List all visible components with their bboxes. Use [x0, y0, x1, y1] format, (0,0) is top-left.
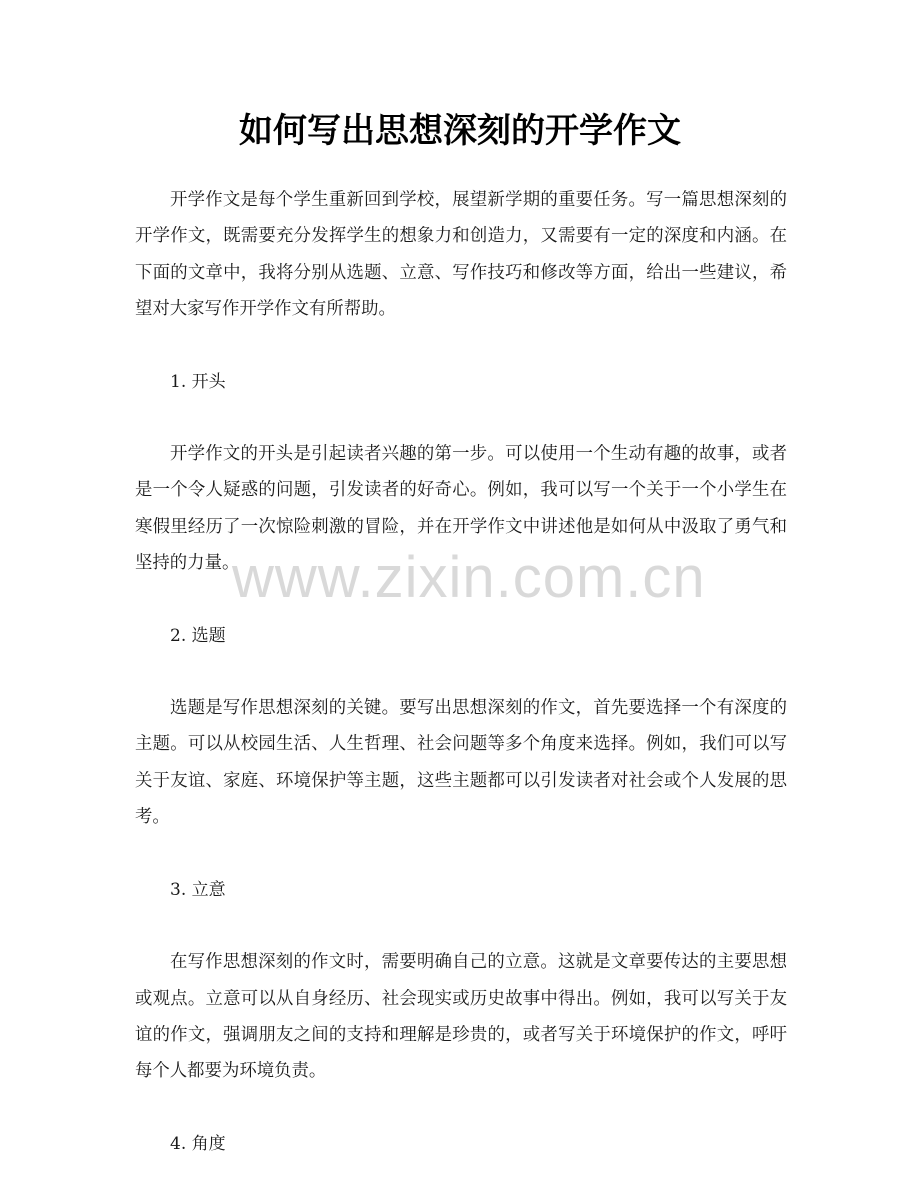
document-body — [135, 182, 787, 1162]
section-heading-theme: 3. 立意 — [170, 879, 226, 900]
section-heading-topic: 2. 选题 — [170, 625, 226, 646]
spacer — [135, 836, 787, 872]
section-heading-opening: 1. 开头 — [170, 371, 226, 392]
spacer — [135, 400, 787, 436]
watermark: www.zixin.com.cn — [232, 545, 706, 610]
section-heading-angle: 4. 角度 — [170, 1133, 226, 1154]
intro-paragraph: 开学作文是每个学生重新回到学校，展望新学期的重要任务。写一篇思想深刻的开学作文，既需要充分发挥学生的想象力和创造力，又需要有一定的深度和内涵。在下面的文章中，我将分别从选题、立意、写作技巧和修改等方面，给出一些建议，希望对大家写作开学作文有所帮助。 — [135, 190, 787, 320]
document-title: 如何写出思想深刻的开学作文 — [239, 111, 681, 151]
spacer — [135, 582, 787, 618]
section-body-theme: 在写作思想深刻的作文时，需要明确自己的立意。这就是文章要传达的主要思想或观点。立意可以从自身经历、社会现实或历史故事中得出。例如，我可以写关于友谊的作文，强调朋友之间的支持和理解是珍贵的，或者写关于环境保护的作文，呼吁每个人都要为环境负责。 — [135, 952, 787, 1082]
spacer — [135, 908, 787, 944]
spacer — [135, 1090, 787, 1126]
section-body-topic: 选题是写作思想深刻的关键。要写出思想深刻的作文，首先要选择一个有深度的主题。可以从校园生活、人生哲理、社会问题等多个角度来选择。例如，我们可以写关于友谊、家庭、环境保护等主题，这些主题都可以引发读者对社会或个人发展的思考。 — [135, 698, 787, 828]
spacer — [135, 654, 787, 690]
section-body-opening: 开学作文的开头是引起读者兴趣的第一步。可以使用一个生动有趣的故事，或者是一个令人疑惑的问题，引发读者的好奇心。例如，我可以写一个关于一个小学生在寒假里经历了一次惊险刺激的冒险，并在开学作文中讲述他是如何从中汲取了勇气和坚持的力量。 — [135, 444, 787, 574]
spacer — [135, 328, 787, 364]
